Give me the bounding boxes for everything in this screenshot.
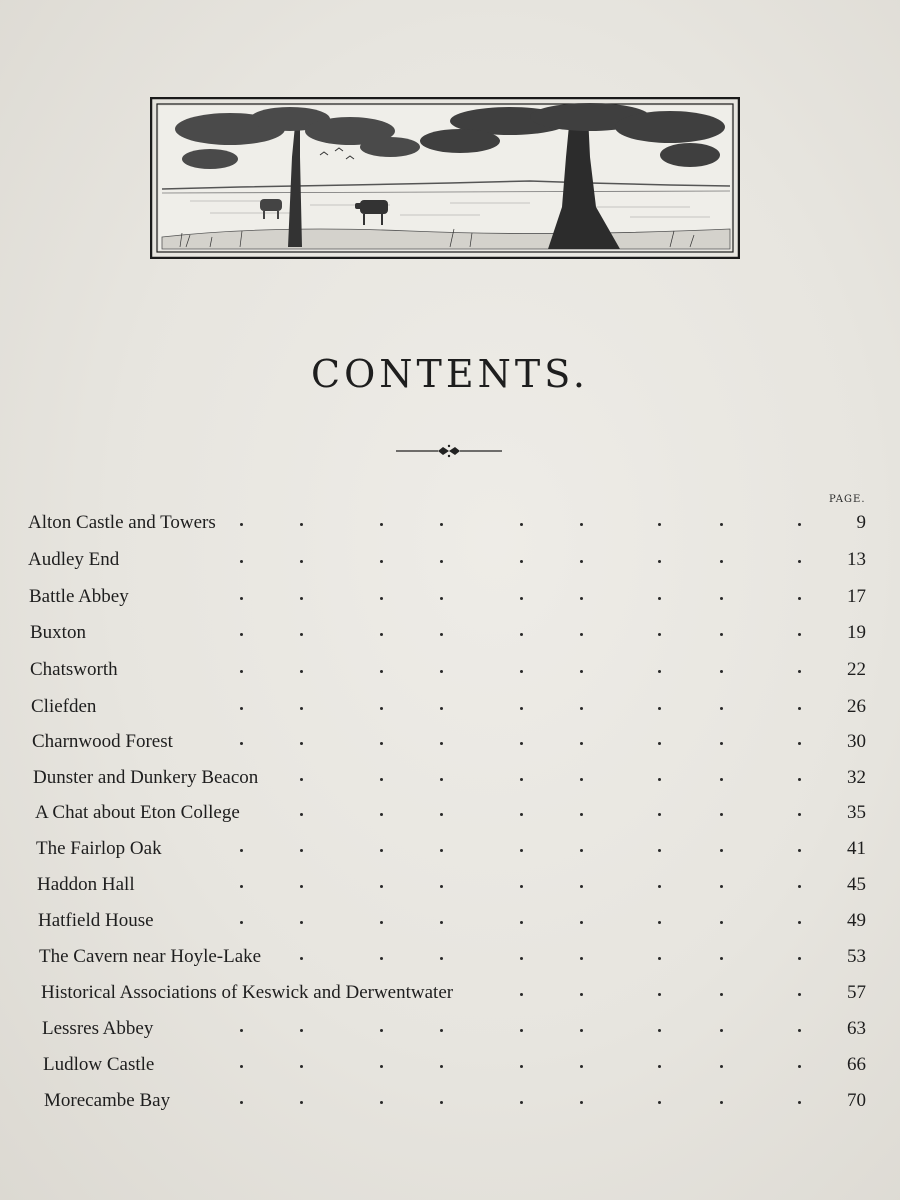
toc-entry (30, 659, 870, 687)
leader-dot (380, 560, 383, 563)
leader-dot (300, 707, 303, 710)
leader-dot (300, 778, 303, 781)
leader-dot (380, 523, 383, 526)
leader-dot (380, 707, 383, 710)
leader-dot (520, 742, 523, 745)
leader-dot (658, 813, 661, 816)
page-title: CONTENTS. (311, 352, 589, 396)
toc-entry (36, 838, 870, 866)
leader-dot (658, 523, 661, 526)
leader-dot (380, 597, 383, 600)
leader-dot (240, 742, 243, 745)
leader-dot (580, 993, 583, 996)
toc-entry (32, 731, 870, 759)
leader-dot (798, 921, 801, 924)
leader-dot (240, 1029, 243, 1032)
leader-dot (658, 597, 661, 600)
toc-entry-page: 19 (847, 622, 866, 643)
leader-dot (580, 1029, 583, 1032)
toc-entry-title: Battle Abbey (29, 586, 129, 607)
leader-dot (798, 778, 801, 781)
page-column-label: PAGE. (829, 494, 866, 505)
toc-entry-page: 63 (847, 1018, 866, 1039)
toc-entry-page: 70 (847, 1090, 866, 1111)
toc-entry-title: Buxton (30, 622, 86, 643)
leader-dot (240, 1101, 243, 1104)
leader-dot (520, 1065, 523, 1068)
toc-entry (41, 982, 870, 1010)
leader-dot (720, 993, 723, 996)
leader-dot (240, 560, 243, 563)
leader-dot (798, 523, 801, 526)
leader-dot (240, 885, 243, 888)
leader-dot (580, 670, 583, 673)
toc-entry (28, 512, 870, 540)
leader-dot (240, 523, 243, 526)
toc-entry-title: Historical Associations of Keswick and Derwentwater (41, 982, 454, 1003)
leader-dot (440, 597, 443, 600)
toc-entry-title: Audley End (28, 549, 120, 570)
leader-dot (720, 742, 723, 745)
toc-entry-title: Dunster and Dunkery Beacon (33, 767, 259, 788)
leader-dot (380, 849, 383, 852)
leader-dot (520, 885, 523, 888)
toc-entry-title: Alton Castle and Towers (28, 512, 216, 533)
leader-dot (580, 885, 583, 888)
leader-dot (798, 633, 801, 636)
leader-dot (658, 670, 661, 673)
leader-dot (380, 957, 383, 960)
leader-dot (300, 670, 303, 673)
toc-entry (37, 874, 870, 902)
leader-dot (520, 560, 523, 563)
leader-dot (520, 523, 523, 526)
leader-dot (300, 1065, 303, 1068)
toc-entry (33, 767, 870, 795)
leader-dot (798, 670, 801, 673)
toc-entry-title: Ludlow Castle (43, 1054, 155, 1075)
leader-dot (380, 778, 383, 781)
leader-dot (520, 670, 523, 673)
leader-dot (798, 1065, 801, 1068)
leader-dot (520, 849, 523, 852)
leader-dot (300, 633, 303, 636)
leader-dot (440, 1029, 443, 1032)
leader-dot (720, 957, 723, 960)
toc-entry-title: Cliefden (31, 696, 97, 717)
leader-dot (798, 597, 801, 600)
leader-dot (520, 993, 523, 996)
leader-dot (240, 1065, 243, 1068)
toc-entry-page: 57 (847, 982, 866, 1003)
toc-entry-title: Chatsworth (30, 659, 118, 680)
leader-dot (440, 1065, 443, 1068)
toc-entry-page: 35 (847, 802, 866, 823)
leader-dot (300, 523, 303, 526)
leader-dot (580, 633, 583, 636)
leader-dot (300, 560, 303, 563)
leader-dot (520, 957, 523, 960)
toc-entry-title: A Chat about Eton College (35, 802, 240, 823)
leader-dot (240, 633, 243, 636)
leader-dot (300, 957, 303, 960)
leader-dot (720, 813, 723, 816)
leader-dot (720, 523, 723, 526)
toc-entry (42, 1018, 870, 1046)
leader-dot (300, 1101, 303, 1104)
leader-dot (380, 921, 383, 924)
leader-dot (520, 1029, 523, 1032)
leader-dot (440, 633, 443, 636)
leader-dot (798, 849, 801, 852)
toc-entry-page: 66 (847, 1054, 866, 1075)
leader-dot (380, 1065, 383, 1068)
toc-entry (43, 1054, 870, 1082)
leader-dot (580, 778, 583, 781)
toc-entry (35, 802, 870, 830)
leader-dot (520, 1101, 523, 1104)
leader-dot (300, 813, 303, 816)
leader-dot (658, 778, 661, 781)
leader-dot (798, 1101, 801, 1104)
leader-dot (720, 597, 723, 600)
toc-entry-page: 30 (847, 731, 866, 752)
leader-dot (580, 742, 583, 745)
toc-entry-page: 53 (847, 946, 866, 967)
leader-dot (798, 957, 801, 960)
leader-dot (798, 813, 801, 816)
leader-dot (300, 885, 303, 888)
toc-entry-page: 22 (847, 659, 866, 680)
leader-dot (580, 707, 583, 710)
leader-dot (798, 742, 801, 745)
leader-dot (520, 813, 523, 816)
toc-entry (31, 696, 870, 724)
toc-entry-page: 17 (847, 586, 866, 607)
leader-dot (520, 633, 523, 636)
toc-entry-title: Charnwood Forest (32, 731, 173, 752)
leader-dot (240, 670, 243, 673)
leader-dot (440, 957, 443, 960)
leader-dot (720, 849, 723, 852)
toc-entry-page: 32 (847, 767, 866, 788)
toc-entry (28, 549, 870, 577)
leader-dot (580, 813, 583, 816)
toc-entry-page: 45 (847, 874, 866, 895)
leader-dot (440, 670, 443, 673)
leader-dot (658, 707, 661, 710)
leader-dot (440, 1101, 443, 1104)
leader-dot (798, 993, 801, 996)
toc-entry-page: 49 (847, 910, 866, 931)
leader-dot (300, 921, 303, 924)
leader-dot (440, 921, 443, 924)
leader-dot (520, 778, 523, 781)
leader-dot (520, 921, 523, 924)
leader-dot (240, 849, 243, 852)
leader-dot (580, 1065, 583, 1068)
leader-dot (300, 1029, 303, 1032)
leader-dot (798, 560, 801, 563)
divider-ornament (394, 444, 504, 458)
leader-dot (658, 885, 661, 888)
toc-entry-page: 13 (847, 549, 866, 570)
toc-entry-title: The Fairlop Oak (36, 838, 162, 859)
toc-entry-page: 26 (847, 696, 866, 717)
leader-dot (798, 1029, 801, 1032)
leader-dot (380, 1029, 383, 1032)
leader-dot (580, 921, 583, 924)
toc-entry-title: Lessres Abbey (42, 1018, 154, 1039)
leader-dot (580, 597, 583, 600)
leader-dot (658, 633, 661, 636)
leader-dot (720, 707, 723, 710)
leader-dot (798, 707, 801, 710)
toc-entry-title: Hatfield House (38, 910, 154, 931)
leader-dot (240, 707, 243, 710)
leader-dot (580, 523, 583, 526)
leader-dot (440, 560, 443, 563)
toc-entry (29, 586, 870, 614)
leader-dot (380, 633, 383, 636)
leader-dot (440, 742, 443, 745)
toc-entry-page: 9 (856, 512, 866, 533)
leader-dot (380, 742, 383, 745)
leader-dot (440, 885, 443, 888)
leader-dot (520, 707, 523, 710)
leader-dot (658, 1065, 661, 1068)
landscape-engraving (150, 97, 740, 259)
leader-dot (300, 742, 303, 745)
toc-entry-title: Morecambe Bay (44, 1090, 171, 1111)
leader-dot (658, 742, 661, 745)
leader-dot (720, 1029, 723, 1032)
leader-dot (240, 597, 243, 600)
leader-dot (720, 885, 723, 888)
leader-dot (658, 849, 661, 852)
leader-dot (240, 921, 243, 924)
leader-dot (720, 670, 723, 673)
leader-dot (440, 707, 443, 710)
leader-dot (720, 1065, 723, 1068)
leader-dot (380, 813, 383, 816)
toc-entry-title: The Cavern near Hoyle-Lake (39, 946, 262, 967)
leader-dot (720, 633, 723, 636)
toc-entry (39, 946, 870, 974)
leader-dot (580, 560, 583, 563)
toc-entry-title: Haddon Hall (37, 874, 135, 895)
leader-dot (520, 597, 523, 600)
leader-dot (440, 813, 443, 816)
leader-dot (300, 849, 303, 852)
leader-dot (720, 778, 723, 781)
toc-entry (38, 910, 870, 938)
leader-dot (440, 849, 443, 852)
leader-dot (720, 560, 723, 563)
leader-dot (380, 1101, 383, 1104)
leader-dot (580, 1101, 583, 1104)
leader-dot (300, 597, 303, 600)
leader-dot (720, 921, 723, 924)
leader-dot (658, 921, 661, 924)
toc-entry-page: 41 (847, 838, 866, 859)
leader-dot (440, 778, 443, 781)
leader-dot (380, 670, 383, 673)
leader-dot (798, 885, 801, 888)
toc-entry (30, 622, 870, 650)
leader-dot (658, 993, 661, 996)
leader-dot (720, 1101, 723, 1104)
toc-entry (44, 1090, 870, 1118)
leader-dot (658, 1101, 661, 1104)
leader-dot (658, 560, 661, 563)
leader-dot (440, 523, 443, 526)
leader-dot (658, 1029, 661, 1032)
leader-dot (658, 957, 661, 960)
leader-dot (580, 849, 583, 852)
leader-dot (380, 885, 383, 888)
leader-dot (580, 957, 583, 960)
